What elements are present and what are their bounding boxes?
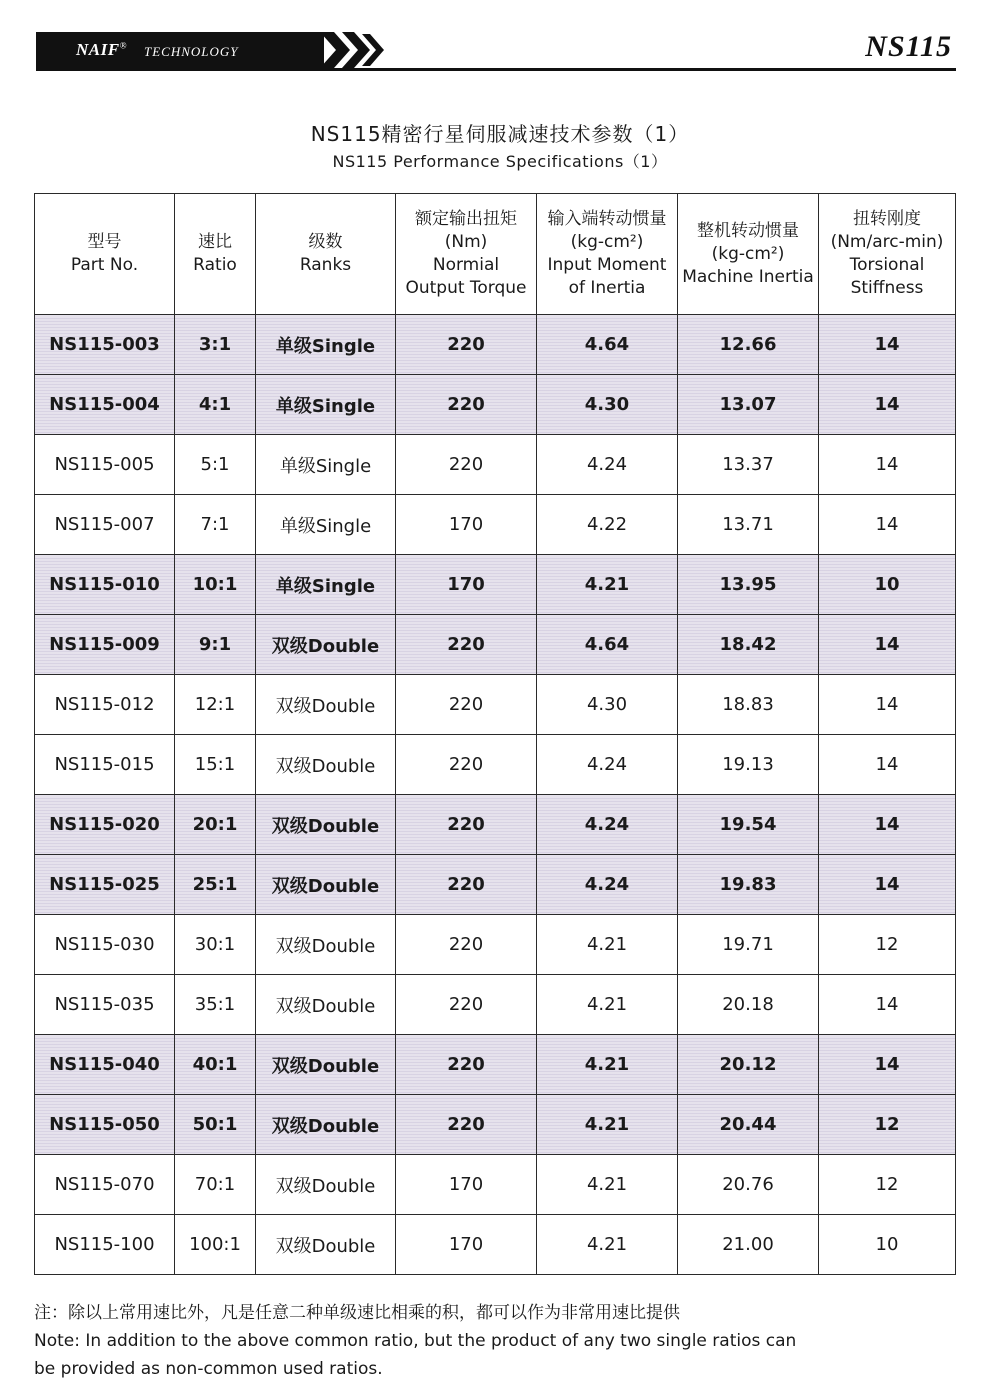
cell-machine-inertia: 13.07	[678, 375, 819, 435]
cell-machine-inertia: 13.37	[678, 435, 819, 495]
cell-input-inertia: 4.21	[537, 1215, 678, 1275]
table-row	[35, 735, 956, 795]
cell-ratio: 4:1	[175, 375, 256, 435]
cell-output-torque: 220	[396, 315, 537, 375]
cell-input-inertia: 4.21	[537, 975, 678, 1035]
cell-input-inertia: 4.30	[537, 675, 678, 735]
cell-torsional-stiffness: 14	[819, 435, 956, 495]
table-row	[35, 555, 956, 615]
cell-rank: 单级Single	[256, 435, 396, 495]
cell-ratio: 30:1	[175, 915, 256, 975]
cell-part-no: NS115-020	[35, 795, 175, 855]
cell-machine-inertia: 12.66	[678, 315, 819, 375]
cell-machine-inertia: 18.42	[678, 615, 819, 675]
table-row	[35, 375, 956, 435]
cell-rank: 双级Double	[256, 675, 396, 735]
cell-output-torque: 220	[396, 675, 537, 735]
cell-torsional-stiffness: 14	[819, 615, 956, 675]
header-part-no: 型号 Part No.	[35, 194, 175, 315]
table-row	[35, 915, 956, 975]
cell-ratio: 5:1	[175, 435, 256, 495]
header-rule	[36, 68, 956, 71]
table-row	[35, 615, 956, 675]
cell-rank: 双级Double	[256, 915, 396, 975]
cell-input-inertia: 4.21	[537, 555, 678, 615]
cell-rank: 双级Double	[256, 855, 396, 915]
footnote	[34, 1299, 974, 1383]
cell-input-inertia: 4.21	[537, 1155, 678, 1215]
table-row	[35, 495, 956, 555]
cell-part-no: NS115-100	[35, 1215, 175, 1275]
cell-part-no: NS115-007	[35, 495, 175, 555]
chevron-arrows-icon	[320, 32, 400, 68]
cell-torsional-stiffness: 14	[819, 375, 956, 435]
cell-machine-inertia: 19.83	[678, 855, 819, 915]
cell-torsional-stiffness: 14	[819, 315, 956, 375]
cell-machine-inertia: 19.54	[678, 795, 819, 855]
cell-part-no: NS115-009	[35, 615, 175, 675]
cell-output-torque: 170	[396, 495, 537, 555]
cell-rank: 单级Single	[256, 495, 396, 555]
cell-ratio: 3:1	[175, 315, 256, 375]
cell-input-inertia: 4.21	[537, 1095, 678, 1155]
cell-part-no: NS115-030	[35, 915, 175, 975]
cell-torsional-stiffness: 14	[819, 735, 956, 795]
cell-machine-inertia: 19.13	[678, 735, 819, 795]
spec-table	[34, 193, 956, 1275]
cell-input-inertia: 4.24	[537, 855, 678, 915]
cell-input-inertia: 4.64	[537, 615, 678, 675]
table-row	[35, 675, 956, 735]
footnote-english-line-2: be provided as non-common used ratios.	[34, 1359, 383, 1379]
cell-ratio: 20:1	[175, 795, 256, 855]
header-input-inertia: 输入端转动惯量 (kg-cm²) Input Moment of Inertia	[537, 194, 678, 315]
table-header-row	[35, 194, 956, 315]
cell-torsional-stiffness: 14	[819, 495, 956, 555]
cell-torsional-stiffness: 14	[819, 975, 956, 1035]
cell-torsional-stiffness: 12	[819, 1095, 956, 1155]
cell-rank: 单级Single	[256, 375, 396, 435]
cell-machine-inertia: 13.71	[678, 495, 819, 555]
cell-part-no: NS115-035	[35, 975, 175, 1035]
cell-machine-inertia: 20.76	[678, 1155, 819, 1215]
cell-ratio: 50:1	[175, 1095, 256, 1155]
cell-torsional-stiffness: 14	[819, 1035, 956, 1095]
cell-rank: 双级Double	[256, 1095, 396, 1155]
cell-output-torque: 220	[396, 615, 537, 675]
cell-input-inertia: 4.21	[537, 915, 678, 975]
cell-part-no: NS115-012	[35, 675, 175, 735]
cell-rank: 双级Double	[256, 975, 396, 1035]
cell-input-inertia: 4.24	[537, 735, 678, 795]
cell-ratio: 7:1	[175, 495, 256, 555]
cell-part-no: NS115-025	[35, 855, 175, 915]
page-title-chinese: NS115精密行星伺服减速技术参数（1）	[310, 122, 690, 146]
brand-tagline: TECHNOLOGY	[144, 44, 239, 59]
cell-rank: 单级Single	[256, 555, 396, 615]
cell-rank: 双级Double	[256, 1215, 396, 1275]
cell-rank: 双级Double	[256, 1035, 396, 1095]
table-row	[35, 315, 956, 375]
table-row	[35, 1215, 956, 1275]
cell-output-torque: 220	[396, 435, 537, 495]
cell-part-no: NS115-005	[35, 435, 175, 495]
cell-machine-inertia: 20.44	[678, 1095, 819, 1155]
footnote-english-line-1: Note: In addition to the above common ratio, but the product of any two single ratios can	[34, 1331, 797, 1351]
header-output-torque: 额定输出扭矩 (Nm) Normial Output Torque	[396, 194, 537, 315]
cell-ratio: 9:1	[175, 615, 256, 675]
page-header	[36, 32, 956, 72]
cell-torsional-stiffness: 12	[819, 915, 956, 975]
table-row	[35, 1155, 956, 1215]
cell-input-inertia: 4.24	[537, 795, 678, 855]
footnote-chinese: 注：除以上常用速比外，凡是任意二种单级速比相乘的积，都可以作为非常用速比提供	[34, 1303, 680, 1323]
table-row	[35, 1095, 956, 1155]
table-row	[35, 435, 956, 495]
cell-torsional-stiffness: 14	[819, 795, 956, 855]
cell-output-torque: 170	[396, 555, 537, 615]
cell-output-torque: 170	[396, 1155, 537, 1215]
cell-part-no: NS115-004	[35, 375, 175, 435]
cell-output-torque: 170	[396, 1215, 537, 1275]
cell-ratio: 70:1	[175, 1155, 256, 1215]
cell-rank: 双级Double	[256, 615, 396, 675]
cell-machine-inertia: 20.18	[678, 975, 819, 1035]
cell-torsional-stiffness: 14	[819, 855, 956, 915]
cell-output-torque: 220	[396, 1095, 537, 1155]
cell-output-torque: 220	[396, 915, 537, 975]
cell-input-inertia: 4.30	[537, 375, 678, 435]
cell-output-torque: 220	[396, 375, 537, 435]
cell-torsional-stiffness: 14	[819, 675, 956, 735]
header-brand-bar	[36, 32, 324, 68]
table-row	[35, 1035, 956, 1095]
header-torsional-stiffness: 扭转刚度 (Nm/arc-min) Torsional Stiffness	[819, 194, 956, 315]
cell-ratio: 25:1	[175, 855, 256, 915]
header-ranks: 级数 Ranks	[256, 194, 396, 315]
cell-output-torque: 220	[396, 855, 537, 915]
cell-ratio: 15:1	[175, 735, 256, 795]
cell-machine-inertia: 18.83	[678, 675, 819, 735]
page-title-english: NS115 Performance Specifications（1）	[332, 152, 668, 171]
cell-rank: 双级Double	[256, 1155, 396, 1215]
cell-output-torque: 220	[396, 735, 537, 795]
cell-ratio: 40:1	[175, 1035, 256, 1095]
table-body	[35, 315, 956, 1275]
cell-torsional-stiffness: 10	[819, 555, 956, 615]
header-ratio: 速比 Ratio	[175, 194, 256, 315]
cell-part-no: NS115-010	[35, 555, 175, 615]
cell-output-torque: 220	[396, 795, 537, 855]
cell-rank: 双级Double	[256, 735, 396, 795]
cell-output-torque: 220	[396, 1035, 537, 1095]
header-machine-inertia: 整机转动惯量 (kg-cm²) Machine Inertia	[678, 194, 819, 315]
table-row	[35, 855, 956, 915]
cell-input-inertia: 4.22	[537, 495, 678, 555]
cell-machine-inertia: 13.95	[678, 555, 819, 615]
cell-ratio: 10:1	[175, 555, 256, 615]
cell-torsional-stiffness: 12	[819, 1155, 956, 1215]
cell-part-no: NS115-015	[35, 735, 175, 795]
table-row	[35, 975, 956, 1035]
table-row	[35, 795, 956, 855]
cell-part-no: NS115-040	[35, 1035, 175, 1095]
cell-torsional-stiffness: 10	[819, 1215, 956, 1275]
cell-rank: 双级Double	[256, 795, 396, 855]
model-label: NS115	[865, 30, 952, 63]
cell-machine-inertia: 21.00	[678, 1215, 819, 1275]
cell-machine-inertia: 20.12	[678, 1035, 819, 1095]
cell-input-inertia: 4.24	[537, 435, 678, 495]
brand-name: NAIF®	[76, 40, 127, 59]
cell-output-torque: 220	[396, 975, 537, 1035]
cell-part-no: NS115-003	[35, 315, 175, 375]
cell-ratio: 100:1	[175, 1215, 256, 1275]
cell-input-inertia: 4.21	[537, 1035, 678, 1095]
cell-ratio: 35:1	[175, 975, 256, 1035]
cell-input-inertia: 4.64	[537, 315, 678, 375]
cell-part-no: NS115-070	[35, 1155, 175, 1215]
cell-part-no: NS115-050	[35, 1095, 175, 1155]
cell-machine-inertia: 19.71	[678, 915, 819, 975]
cell-rank: 单级Single	[256, 315, 396, 375]
cell-ratio: 12:1	[175, 675, 256, 735]
